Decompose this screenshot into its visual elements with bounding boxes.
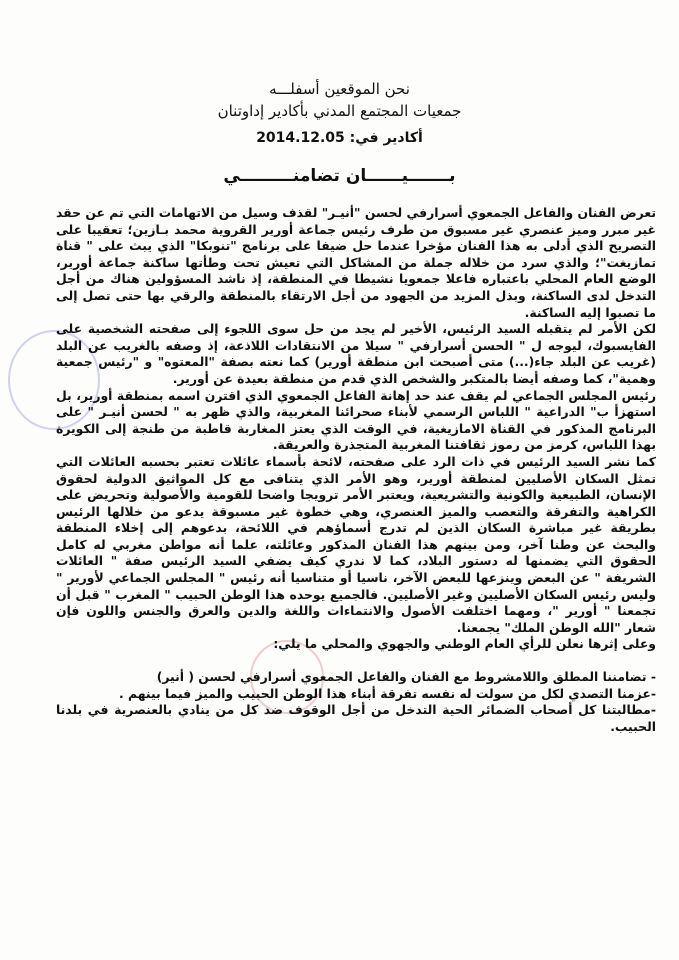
header-line-2: جمعيات المجتمع المدني بأكادير إداوتنان [217, 102, 462, 120]
paragraph-5: وعلى إثرها نعلن للرأي العام الوطني والجهوي والمحلي ما يلي: [273, 636, 656, 652]
document-title: بـــــــيــــــان تضامنـــــــــي [223, 166, 456, 186]
list-item-2: -عزمنا التصدي لكل من سولت له نفسه تفرقة أبناء هذا الوطن الحبيب والميز فيما بينهم . [119, 685, 656, 701]
document-body [56, 205, 656, 735]
paragraph-1: تعرض الفنان والفاعل الجمعوي أسرارفي لحسن "أنيـر" لقذف وسيل من الاتهامات التي تم عن حقد غير مبرر وميز عنصري غير مسبوق من طرف رئيس جماعة أورير القروية محمد بـازين؛ تعقيبا على التصريح الذي أدلى به هذا الفنان مؤخرا عندما حل ضيفا على برنامج "تنوبكا" الذي يبث على " قناة تمازيغت"؛ والذي سرد من خلاله جملة من المشاكل التي تعيش تحت وطأتها ساكنة جماعة أورير، الوضع العام المحلي باعتباره فاعلا جمعويا نشيطا في المنطقة، إذ ناشد المسؤولين هناك من أجل التدخل لدى الساكنة، وبذل المزيد من الجهود من أجل الارتقاء بالمنطقة والرقي بها حتى تصل إلى ما تصبوا إليه الساكنة. [56, 205, 656, 320]
paragraph-2: لكن الأمر لم يتقبله السيد الرئيس، الأخير لم يجد من حل سوى اللجوء إلى صفحته الشخصية على الفايسبوك، ليوجه ل " الحسن أسرارفي " سيلا من الانتقادات اللاذعة، إذ وصفه بالغريب عن البلد (غريب عن البلد جاء(...) متى أصبحت ابن منطقة أورير) كما نعته بصفة "المعتوه" و "رئيس جمعية وهمية"، كما وصفه أيضا بالمتكبر والشخص الذي قدم من منطقة بعيدة عن أورير. [56, 321, 656, 386]
list-item-3: -مطالبتنا كل أصحاب الضمائر الحية التدخل من أجل الوقوف ضد كل من ينادي بالعنصرية في بلدنا الحبيب. [56, 702, 656, 734]
date-line: أكادير في: 2014.12.05 [256, 130, 423, 146]
signatories-header [0, 78, 679, 122]
header-line-1: نحن الموقعين أسفلـــه [269, 80, 410, 98]
spacer [56, 653, 656, 669]
paragraph-3: رئيس المجلس الجماعي لم يقف عند حد إهانة الفاعل الجمعوي الذي اقترن اسمه بمنطقة أورير، بل استهزأ ب" الدراعية " اللباس الرسمي لأبناء صحرائنا المغربية، والذي ظهر به " لحسن أنيـر " على البرنامج المذكور في القناة الامازيغية، في الوقت الذي يعتز المغاربة قاطبة من طنجة إلى الكويرة بهذا اللباس، كرمز من رموز ثقافتنا المغربية المتجذرة والعريقة. [56, 387, 656, 453]
paragraph-4: كما نشر السيد الرئيس في ذات الرد على صفحته، لائحة بأسماء عائلات تعتبر بحسبه العائلات التي تمثل السكان الأصليين لمنطقة أورير، وهو الأمر الذي يتنافى مع كل المواثيق الدولية لحقوق الإنسان، الطبيعية والكونية والتشريعية، ويعتبر الأمر ترويجا واضحا للقومية والأصولية وتحريض على الكراهية والتفرقة والتعصب والميز العنصري، وهي خطوة غير مسبوقة يدعو من خلالها الرئيس بطريقة غير مباشرة السكان الذين لم تدرج أسماؤهم في اللائحة، بدعوهم إلى إخلاء المنطقة والبحث عن وطنا آخر، ومن بينهم هذا الفنان المذكور وعائلته، علما أنه مواطن مغربي له كامل الحقوق التي يضمنها له دستور البلاد، كما لا ندري كيف يضفي السيد الرئيس صفة " العائلات الشريفة " عن البعض وينزعها للبعض الآخر، ناسيا أو متناسيا أنه رئيس " المجلس الجماعي لأورير " وليس رئيس السكان الأصليين وغير الأصليين. فالجميع يوحده هذا الوطن الحبيب " المغرب " قبل أن تجمعنا " أورير "، ومهما اختلفت الأصول والانتماءات واللغة والدين والعرق والجنس واللون فإن شعار "الله الوطن الملك" يجمعنا. [56, 453, 656, 635]
list-item-1: - تضامننا المطلق واللامشروط مع الفنان والفاعل الجمعوي أسرارفي لحسن ( أنير) [156, 669, 656, 685]
